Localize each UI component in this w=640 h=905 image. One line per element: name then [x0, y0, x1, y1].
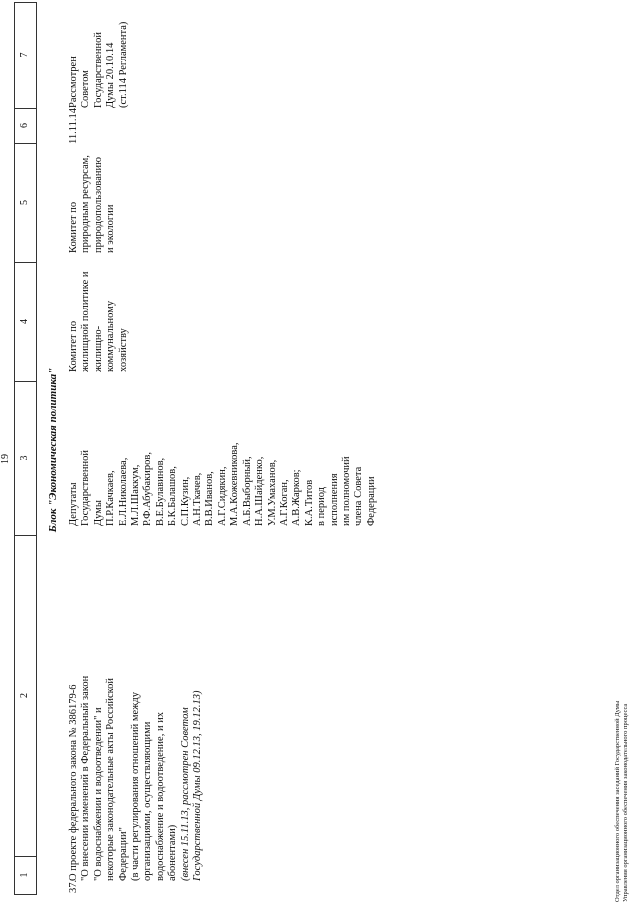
bill-date: 11.11.14: [68, 108, 79, 144]
column-header-2: 2: [14, 535, 36, 857]
committee-responsible: Комитет по жилищной политике и жилищно- коммунальному хозяйству: [68, 271, 129, 372]
column-header-7: 7: [14, 2, 36, 109]
table-header-bottom-border: [36, 2, 37, 895]
block-title: Блок "Экономическая политика": [47, 367, 59, 533]
committee-coexecutor: Комитет по природным ресурсам, природопользованию и экологии: [68, 155, 117, 253]
footer: [614, 701, 630, 902]
column-header-3: 3: [14, 381, 36, 536]
page-number: 19: [0, 454, 11, 464]
column-header-6: 6: [14, 108, 36, 144]
bill-status: Рассмотрен Советом Государственной Думы 20.10.14 (ст.114 Регламента): [68, 21, 129, 108]
bill-description-note: (внесен 15.11.13, рассмотрен Советом Государственной Думы 09.12.13, 19.12.13): [179, 690, 204, 881]
footer-line-2: Управления организационного обеспечения законодательного процесса: [622, 703, 629, 902]
bill-description-cell: [68, 676, 204, 881]
row-number: 37.: [68, 879, 79, 893]
column-header-1: 1: [14, 856, 36, 895]
footer-line-1: Отдел организационного обеспечения заседаний Государственной Думы: [614, 700, 621, 902]
bill-authors: Депутаты Государственной Думы П.Р.Качкаев, Е.Л.Николаева, М.Л.Шаккум, Р.Ф.Абубакиров, В.Е.Булавинов, Б.К.Балашов, С.П.Кузин, А.Н.Ткачев, В.В.Иванов, А.Г.Сидякин, М.А.Кожевникова, А.Б.Выборный, Н.А.Шайденко, У.М.Умаханов, А.Г.Коган, А.В.Жарков; К.А.Титов в период исполнения им полномочий члена Совета Федерации: [68, 442, 377, 526]
column-header-5: 5: [14, 143, 36, 263]
bill-description: О проекте федерального закона № 386179-6 "О внесении изменений в Федеральный закон "О водоснабжении и водоотведении" и некоторые законодательные акты Российской Федерации" (в части регулирования отношений между организациями, осуществляющими водоснабжение и водоотведение, и их абонентами): [68, 675, 179, 881]
column-header-4: 4: [14, 262, 36, 382]
